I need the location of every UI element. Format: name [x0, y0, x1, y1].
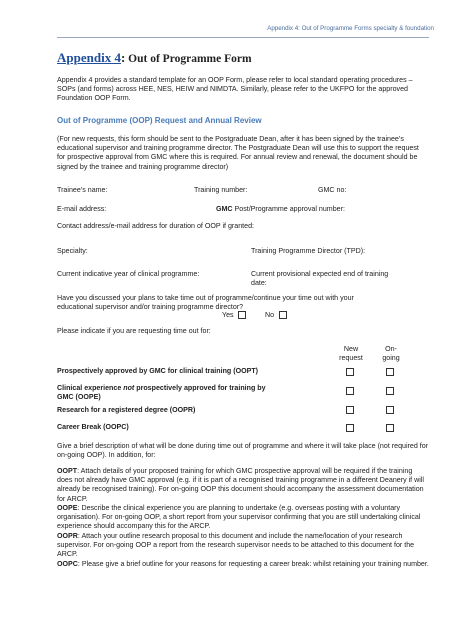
discussed-question-line1: Have you discussed your plans to take time out of programme/continue your time out with your [57, 294, 354, 302]
yes-label: Yes [222, 311, 234, 319]
end-date-label-line1: Current provisional expected end of training [251, 270, 389, 278]
oopc-ongoing-checkbox[interactable] [386, 424, 394, 432]
definition-oopt [57, 467, 429, 504]
gmc-no-label: GMC no: [318, 186, 347, 194]
current-year-label: Current indicative year of clinical programme: [57, 270, 200, 278]
column-new-line1: New [343, 345, 359, 353]
appendix-label: Appendix 4 [57, 50, 121, 65]
column-new-line2: request [339, 354, 363, 362]
definition-oope-text: : Describe the clinical experience you are planning to undertake (e.g. overseas posting with a voluntary organisation). For on-going OOP, a short report from your supervisor confirming that you are still undertaking clinical experience should accompany this for the ARCP. [57, 504, 421, 531]
definition-oopr-text: : Attach your outline research proposal to this document and include the name/location of your research supervisor. For on-going OOP a report from the research supervisor needs to be attached to this document for the ARCP. [57, 532, 415, 559]
specialty-label: Specialty: [57, 247, 88, 255]
oope-new-checkbox[interactable] [346, 387, 354, 395]
definition-oopr [57, 532, 429, 560]
oope-ongoing-checkbox[interactable] [386, 387, 394, 395]
oope-text-post: prospectively approved for training by [134, 384, 266, 392]
column-ongoing-line2: going [382, 354, 400, 362]
discussed-question-line2: educational supervisor and/or training programme director? [57, 303, 244, 311]
trainee-name-label: Trainee’s name: [57, 186, 108, 194]
training-number-label: Training number: [194, 186, 248, 194]
end-date-label-line2: date: [251, 279, 267, 287]
header-rule [57, 37, 429, 38]
definition-oopc-term: OOPC [57, 560, 78, 568]
oopr-new-checkbox[interactable] [346, 406, 354, 414]
email-label: E-mail address: [57, 205, 107, 213]
oope-text-not: not [123, 384, 135, 392]
yes-checkbox[interactable] [238, 311, 246, 319]
gmc-approval-label [216, 205, 345, 214]
oopt-ongoing-checkbox[interactable] [386, 368, 394, 376]
column-new-request [334, 345, 368, 363]
running-header: Appendix 4: Out of Programme Forms specialty & foundation [267, 25, 434, 32]
section-heading: Out of Programme (OOP) Request and Annual Review [57, 116, 262, 125]
title-colon: : [120, 50, 126, 65]
tpd-label: Training Programme Director (TPD): [251, 247, 366, 255]
definition-oopc-text: : Please give a brief outline for your reasons for requesting a career break: whilst retaining your training number. [77, 560, 429, 568]
definition-oopt-term: OOPT [57, 467, 78, 475]
brief-description: Give a brief description of what will be done during time out of programme and where it will take place (not required for on-going OOP). In addition, for: [57, 442, 429, 460]
definition-oopt-text: : Attach details of your proposed training for which GMC prospective approval will be required if the training does not already have GMC approval (e.g. if it is part of a recognised training programme in a different Deanery if will already be recognised training). For on-going OOP this document should accompany the assessment documentation for ARCP. [57, 467, 424, 503]
oopc-new-checkbox[interactable] [346, 424, 354, 432]
definition-oopc [57, 560, 429, 569]
oope-text-line2: GMC (OOPE) [57, 393, 101, 402]
page-title [57, 50, 252, 66]
intro-paragraph: Appendix 4 provides a standard template for an OOP Form, please refer to local standard operating procedures – SOPs (and forms) across HEE, NES, HEIW and NIMDTA. Similarly, please refer to the UKFPO for the approved Foundation OOP Form. [57, 76, 413, 103]
gmc-prefix: GMC [216, 205, 233, 213]
oope-text-pre: Clinical experience [57, 384, 124, 392]
option-oopc: Career Break (OOPC) [57, 423, 129, 431]
definition-oope-term: OOPE [57, 504, 78, 512]
option-oopr: Research for a registered degree (OOPR) [57, 406, 196, 414]
contact-label: Contact address/e-mail address for duration of OOP if granted: [57, 222, 255, 230]
no-label: No [265, 311, 275, 319]
option-oope [57, 384, 266, 402]
column-ongoing [374, 345, 408, 363]
title-subtitle: Out of Programme Form [125, 53, 252, 65]
definition-oopr-term: OOPR [57, 532, 78, 540]
no-checkbox[interactable] [279, 311, 287, 319]
indicate-text: Please indicate if you are requesting time out for: [57, 327, 211, 335]
gmc-post-text: Post/Programme approval number: [232, 205, 345, 213]
option-oopt: Prospectively approved by GMC for clinical training (OOPT) [57, 367, 259, 375]
oopr-ongoing-checkbox[interactable] [386, 406, 394, 414]
definition-oope [57, 504, 429, 532]
oopt-new-checkbox[interactable] [346, 368, 354, 376]
instructions-paragraph: (For new requests, this form should be sent to the Postgraduate Dean, after it has been signed by the trainee’s educational supervisor and training programme director. The Postgraduate Dean will use this to support the request for prospective approval from GMC where this is required. For annual review and renewal, the document should be signed by the trainee and training programme director) [57, 135, 419, 171]
column-ongoing-line1: On- [385, 345, 397, 353]
